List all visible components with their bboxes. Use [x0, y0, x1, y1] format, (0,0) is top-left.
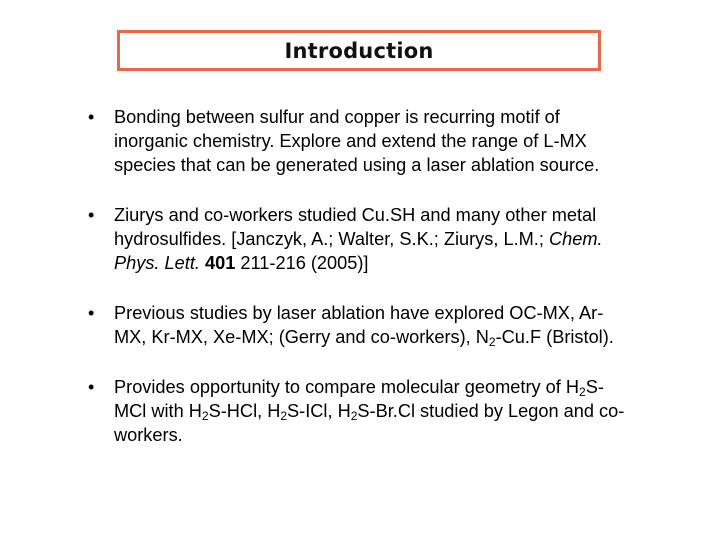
title-box [117, 30, 601, 71]
slide-title: Introduction [284, 38, 434, 63]
bullet-text: -Cu.F (Bristol). [495, 327, 614, 347]
journal-name: Chem. Phys. Lett. [114, 229, 603, 273]
bullet-item [88, 203, 628, 275]
bullet-item [88, 375, 628, 447]
bullet-list [88, 105, 628, 447]
subscript: 2 [579, 385, 586, 399]
subscript: 2 [201, 409, 209, 423]
bullet-item [88, 301, 628, 349]
bullet-text: Ziurys and co-workers studied Cu.SH and many other metal hydrosulfides. [Janczyk, A.; Walter, S.K.; Ziurys, L.M.; [114, 205, 597, 249]
subscript: 2 [488, 335, 496, 349]
bullet-text: Previous studies by laser ablation have explored OC-MX, Ar-MX, Kr-MX, Xe-MX; (Gerry and co-workers), N [114, 303, 604, 347]
bullet-dot-icon: • [88, 107, 95, 127]
bullet-text: 211-216 (2005)] [235, 253, 369, 273]
subscript: 2 [280, 409, 288, 423]
bullet-dot-icon: • [88, 377, 95, 397]
bullet-text: Provides opportunity to compare molecular geometry of H [114, 377, 580, 397]
bullet-text: S-MCl with H [114, 377, 604, 421]
journal-volume: 401 [205, 253, 236, 273]
bullet-dot-icon: • [88, 303, 95, 323]
subscript: 2 [350, 409, 358, 423]
bullet-text: S-Br.Cl studied by Legon and co-workers. [114, 401, 625, 445]
bullet-item [88, 105, 628, 177]
bullet-dot-icon: • [88, 205, 95, 225]
bullet-text: S-ICl, H [287, 401, 351, 421]
bullet-text: S-HCl, H [208, 401, 281, 421]
bullet-text: Bonding between sulfur and copper is recurring motif of inorganic chemistry. Explore and extend the range of L-MX species that can be generated using a laser ablation source. [114, 107, 600, 175]
